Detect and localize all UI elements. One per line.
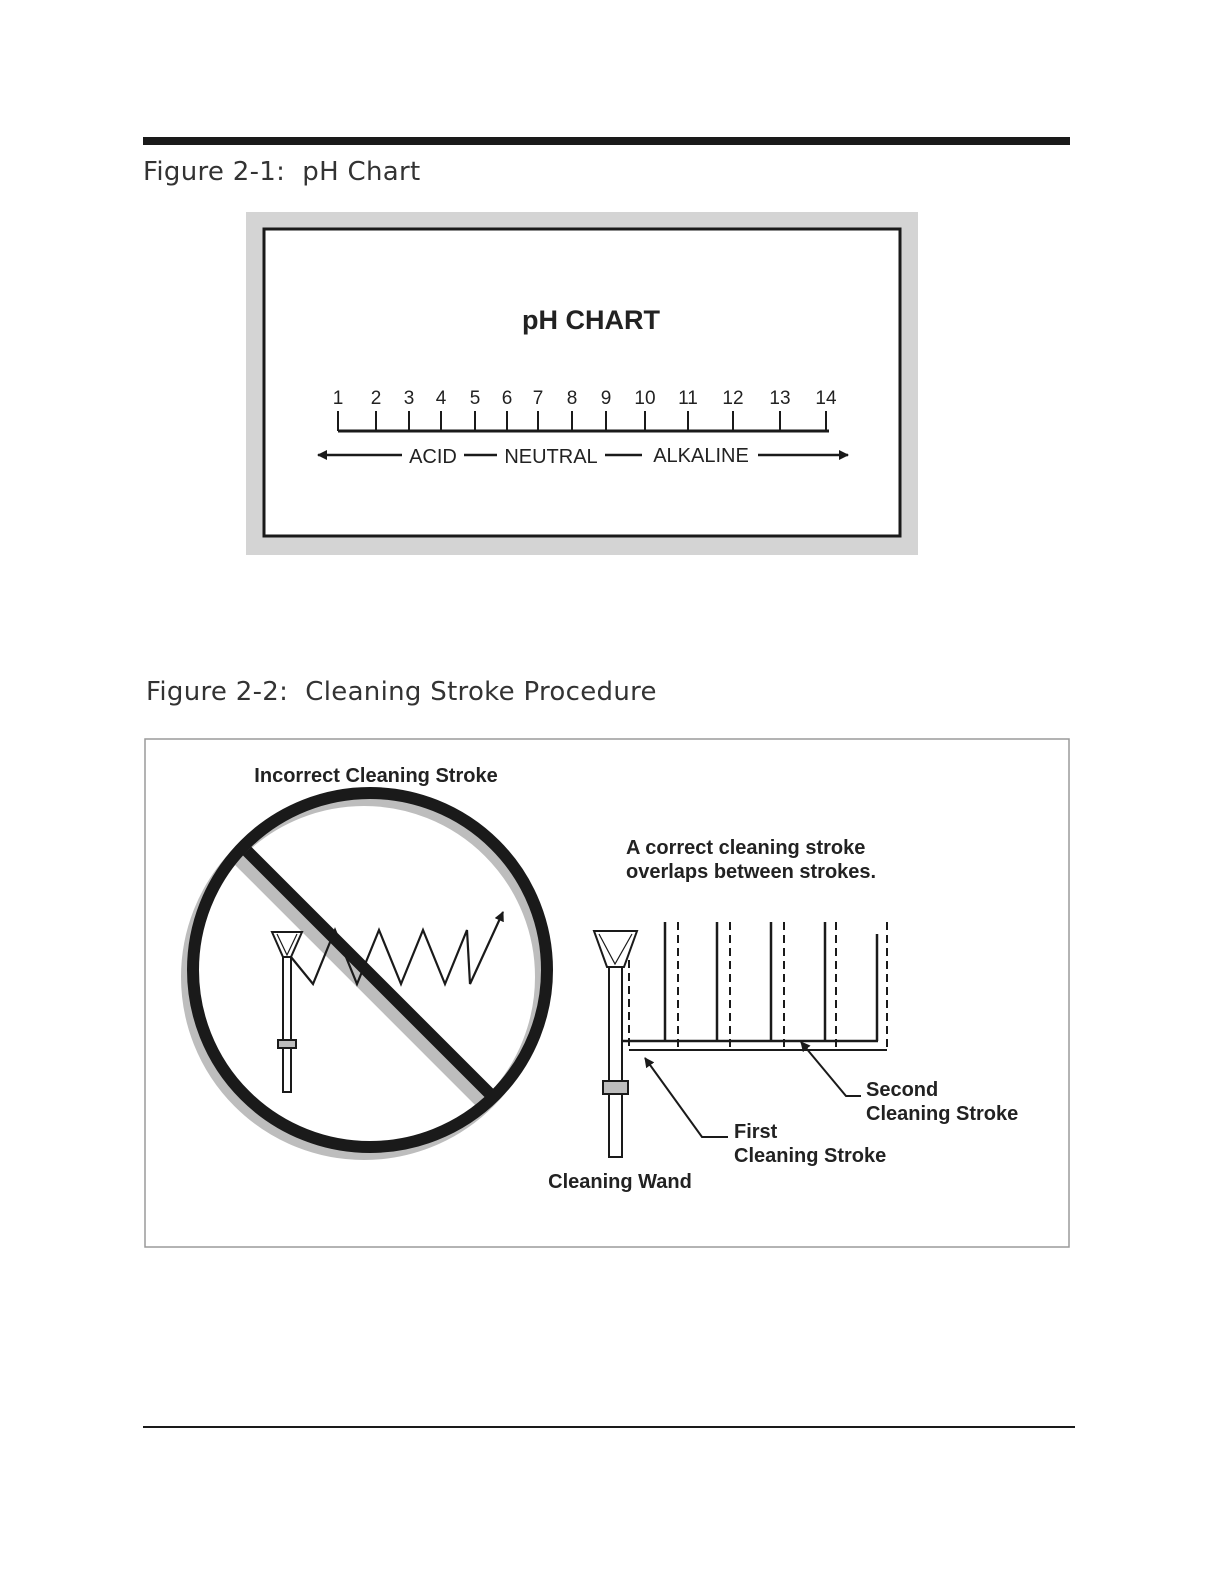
ph-tick-label-7: 7: [532, 388, 544, 409]
ph-tick-label-1: 1: [332, 388, 344, 409]
acid-label: ACID: [409, 446, 457, 468]
first-stroke-label-line-1: First: [734, 1121, 778, 1143]
ph-tick-label-10: 10: [634, 388, 656, 409]
ph-tick-label-11: 11: [678, 388, 698, 409]
ph-tick-label-3: 3: [403, 388, 415, 409]
second-stroke-label-line-2: Cleaning Stroke: [866, 1103, 1019, 1125]
figure-2-caption: Figure 2-2: Cleaning Stroke Procedure: [146, 677, 657, 707]
ph-tick-label-4: 4: [435, 388, 447, 409]
neutral-label: NEUTRAL: [504, 446, 598, 468]
ph-tick-label-6: 6: [501, 388, 513, 409]
ph-tick-label-2: 2: [370, 388, 382, 409]
cleaning-stroke-figure: [145, 739, 1069, 1247]
ph-chart-figure: [246, 212, 918, 555]
incorrect-stroke-label: Incorrect Cleaning Stroke: [254, 765, 498, 787]
ph-tick-label-12: 12: [722, 388, 744, 409]
figure-1-caption: Figure 2-1: pH Chart: [143, 157, 421, 187]
alkaline-label: ALKALINE: [653, 445, 749, 467]
ph-tick-label-14: 14: [815, 388, 837, 409]
ph-tick-label-9: 9: [600, 388, 612, 409]
ph-tick-label-5: 5: [469, 388, 481, 409]
ph-tick-label-8: 8: [566, 388, 578, 409]
correct-note-line-2: overlaps between strokes.: [626, 861, 877, 883]
ph-chart-panel: [264, 229, 900, 536]
ph-chart-title: pH CHART: [522, 305, 660, 335]
cleaning-wand-label: Cleaning Wand: [548, 1171, 692, 1193]
second-stroke-label-line-1: Second: [866, 1079, 939, 1101]
first-stroke-label-line-2: Cleaning Stroke: [734, 1145, 887, 1167]
correct-note-line-1: A correct cleaning stroke: [626, 837, 866, 859]
ph-tick-label-13: 13: [769, 388, 791, 409]
